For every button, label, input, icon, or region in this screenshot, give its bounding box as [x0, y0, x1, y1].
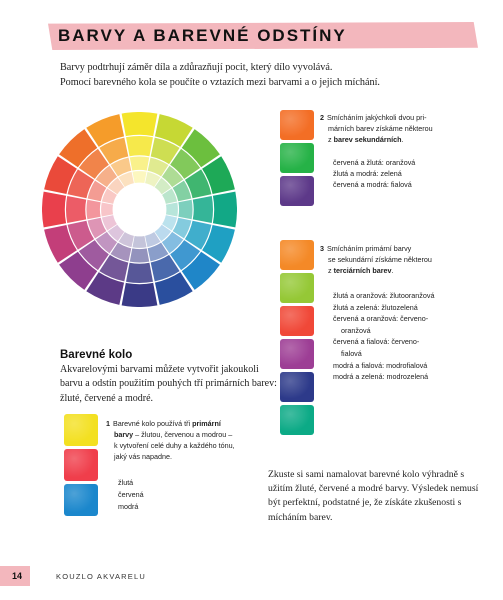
mix-item: červená a oranžová: červeno-	[333, 314, 429, 324]
intro-line-1: Barvy podtrhují záměr díla a zdůrazňují pocit, který dílo vyvolává.	[60, 62, 333, 73]
tertiary-number: 3	[320, 244, 324, 253]
swatch-red-orange	[280, 306, 314, 336]
primary-caption: 1 Barevné kolo používá tři primární barvy – žlutou, červenou a modrou – k vytvoření celé duhy a každého tónu, jaký vás napadne.	[106, 419, 235, 461]
tertiary-mixes	[333, 290, 493, 383]
swatch-orange	[280, 110, 314, 140]
secondary-text-a: Smícháním jakýchkoli dvou pri-	[327, 113, 427, 122]
wheel-center	[114, 184, 165, 235]
wheel-segment	[126, 136, 153, 156]
swatch-green	[280, 143, 314, 173]
wheel-segment	[132, 171, 146, 183]
wheel-segment	[122, 283, 158, 307]
secondary-text-c: z barev sekundárních.	[328, 135, 404, 144]
section-paragraph: Akvarelovými barvami můžete vytvořit jakoukoli barvu a odstín použitím pouhých tří primárních barev: žluté, červené a modré.	[60, 364, 277, 404]
page-title: BARVY A BAREVNÉ ODSTÍNY	[58, 26, 347, 45]
wheel-segment	[213, 192, 237, 228]
mix-item: červená a modrá: fialová	[333, 180, 412, 189]
mix-item: žlutá a zelená: žlutozelená	[333, 302, 418, 312]
mix-item: oranžová	[341, 325, 371, 335]
color-wheel	[42, 112, 237, 307]
wheel-segment	[122, 112, 158, 136]
label-yellow: žlutá	[118, 478, 134, 487]
secondary-mixes	[333, 157, 493, 190]
swatch-blue-green	[280, 405, 314, 435]
wheel-segment	[101, 202, 113, 216]
swatch-violet	[280, 176, 314, 206]
secondary-number: 2	[320, 113, 324, 122]
swatch-yellow	[64, 414, 98, 446]
wheel-segment	[42, 192, 66, 228]
wheel-segment	[178, 200, 192, 219]
swatch-blue-violet	[280, 372, 314, 402]
wheel-segment	[66, 196, 86, 223]
mix-item: červená a fialová: červeno-	[333, 337, 420, 347]
swatch-red	[64, 449, 98, 481]
swatch-blue	[64, 484, 98, 516]
footer-book-title: KOUZLO AKVARELU	[56, 572, 146, 581]
swatch-red-violet	[280, 339, 314, 369]
wheel-segment	[86, 200, 100, 219]
label-red: červená	[118, 490, 144, 499]
mix-item: modrá a zelená: modrozelená	[333, 372, 429, 382]
primary-number: 1	[106, 419, 110, 428]
tertiary-caption	[320, 243, 490, 276]
wheel-segment	[130, 248, 149, 262]
tip-paragraph: Zkuste si sami namalovat barevné kolo výhradně s užitím žluté, červené a modré barvy. Výsledek nemusí být perfektní, podstatné je, že získáte zkušenosti s mícháním barev.	[268, 469, 479, 523]
section-heading: Barevné kolo	[60, 349, 133, 361]
mix-item: modrá a fialová: modrofialová	[333, 360, 428, 370]
mix-item: červená a žlutá: oranžová	[333, 158, 416, 167]
mix-item: fialová	[341, 348, 362, 358]
intro-paragraph	[60, 60, 460, 90]
intro-line-2: Pomocí barevného kola se poučíte o vztazích mezi barvami a o jejich míchání.	[60, 77, 380, 88]
swatch-yellow-green	[280, 273, 314, 303]
tertiary-text-a: Smícháním primární barvy	[327, 244, 412, 253]
tertiary-text-b: se sekundární získáme některou	[328, 255, 432, 264]
primary-labels	[118, 477, 198, 513]
tertiary-text-c: z terciárních barev.	[328, 266, 394, 275]
wheel-segment	[193, 196, 213, 223]
secondary-text-b: márních barev získáme některou	[328, 124, 433, 133]
secondary-caption	[320, 112, 490, 145]
page-number: 14	[12, 571, 23, 581]
label-blue: modrá	[118, 502, 139, 511]
wheel-segment	[126, 263, 153, 283]
wheel-segment	[130, 156, 149, 170]
swatch-light-orange	[280, 240, 314, 270]
wheel-segment	[166, 202, 178, 216]
mix-item: žlutá a modrá: zelená	[333, 169, 402, 178]
mix-item: žlutá a oranžová: žlutooranžová	[333, 291, 435, 300]
wheel-segment	[132, 236, 146, 248]
